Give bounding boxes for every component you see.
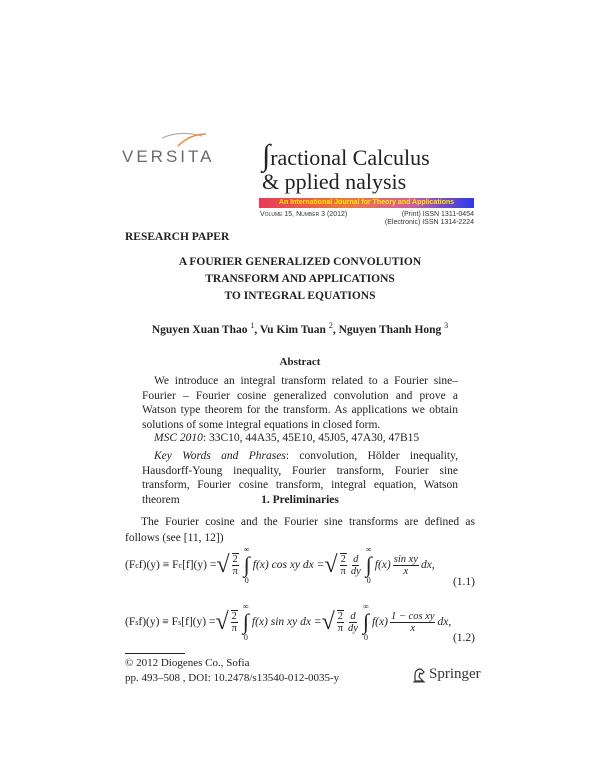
- equation-1-1: (F c f)(y) ≡ F c [f](y) = √ $\frac{2}{\pi}$ ∞ ∫ 0 f(x) cos xy dx = √ $\frac{2}{\pi}$ $\frac{d}{dy}$ ∞ ∫ 0 f(x) $\frac{\text{sin xy}}{x}$ dx,: [125, 545, 435, 585]
- volume-info: Volume 15, Number 3 (2012): [260, 211, 348, 218]
- msc-label: MSC 2010: [154, 432, 203, 444]
- title-line-3: TO INTEGRAL EQUATIONS: [224, 290, 376, 302]
- springer-logo: Springer: [412, 666, 481, 683]
- affiliation-mark: 2: [328, 321, 333, 330]
- journal-title-line1: ∫ractional Calculus: [262, 139, 430, 172]
- springer-horse-icon: [412, 667, 426, 683]
- section-heading: 1. Preliminaries: [261, 494, 339, 506]
- equation-number: (1.1): [452, 576, 475, 588]
- author[interactable]: Vu Kim Tuan: [259, 323, 326, 336]
- journal-title-line2: & pplied nalysis: [262, 169, 407, 194]
- affiliation-mark: 1: [250, 321, 255, 330]
- title-line-1: A FOURIER GENERALIZED CONVOLUTION: [178, 256, 422, 268]
- paper-title: [125, 254, 475, 305]
- author[interactable]: Nguyen Xuan Thao: [151, 323, 248, 336]
- body-paragraph: The Fourier cosine and the Fourier sine transforms are defined as follows (see [11, 12]): [125, 516, 475, 544]
- issn-electronic: (Electronic) ISSN 1314-2224: [384, 219, 474, 226]
- equation-number: (1.2): [452, 632, 475, 644]
- keywords-value: : convolution, Hölder inequality, Hausdorff-Young inequality, Fourier transform, Fourier sine transform, Fourier cosine transform, integral equation, Watson theorem: [142, 450, 459, 506]
- equation-1-2: (F s f)(y) ≡ F s [f](y) = √ $\frac{2}{\pi}$ ∞ ∫ 0 f(x) sin xy dx = √ $\frac{2}{\pi}$ $\frac{d}{dy}$ ∞ ∫ 0 f(x) $\frac{\text{1 − cos xy}}{x}$ dx,: [125, 602, 452, 642]
- author[interactable]: Nguyen Thanh Hong: [338, 323, 442, 336]
- author-list: Nguyen Xuan Thao $^1$, Vu Kim Tuan $^2$, Nguyen Thanh Hong $^3$: [151, 321, 449, 336]
- pages-doi[interactable]: pp. 493–508 , DOI: 10.2478/s13540-012-0035-y: [125, 672, 340, 684]
- msc-value: : 33C10, 44A35, 45E10, 45J05, 47A30, 47B15: [202, 432, 420, 444]
- publisher-logo: VERSITA: [122, 147, 215, 166]
- abstract-heading: Abstract: [279, 356, 321, 368]
- issn-print: (Print) ISSN 1311-0454: [401, 211, 474, 218]
- paper-type: RESEARCH PAPER: [125, 231, 230, 243]
- journal-subtitle-bar: An International Journal for Theory and Applications: [259, 198, 474, 208]
- affiliation-mark: 3: [444, 321, 449, 330]
- versita-swoosh-icon: [160, 132, 210, 148]
- abstract-text: We introduce an integral transform related to a Fourier sine– Fourier – Fourier cosine generalized convolution and prove a Watson type theorem for the transform. As applications we obtain solutions of some integral equations in closed form.: [142, 375, 458, 431]
- footnote-rule: [125, 653, 185, 654]
- title-line-2: TRANSFORM AND APPLICATIONS: [205, 273, 395, 285]
- copyright: © 2012 Diogenes Co., Sofia: [125, 657, 250, 669]
- keywords-label: Key Words and Phrases: [154, 450, 286, 462]
- msc-codes: [142, 431, 458, 447]
